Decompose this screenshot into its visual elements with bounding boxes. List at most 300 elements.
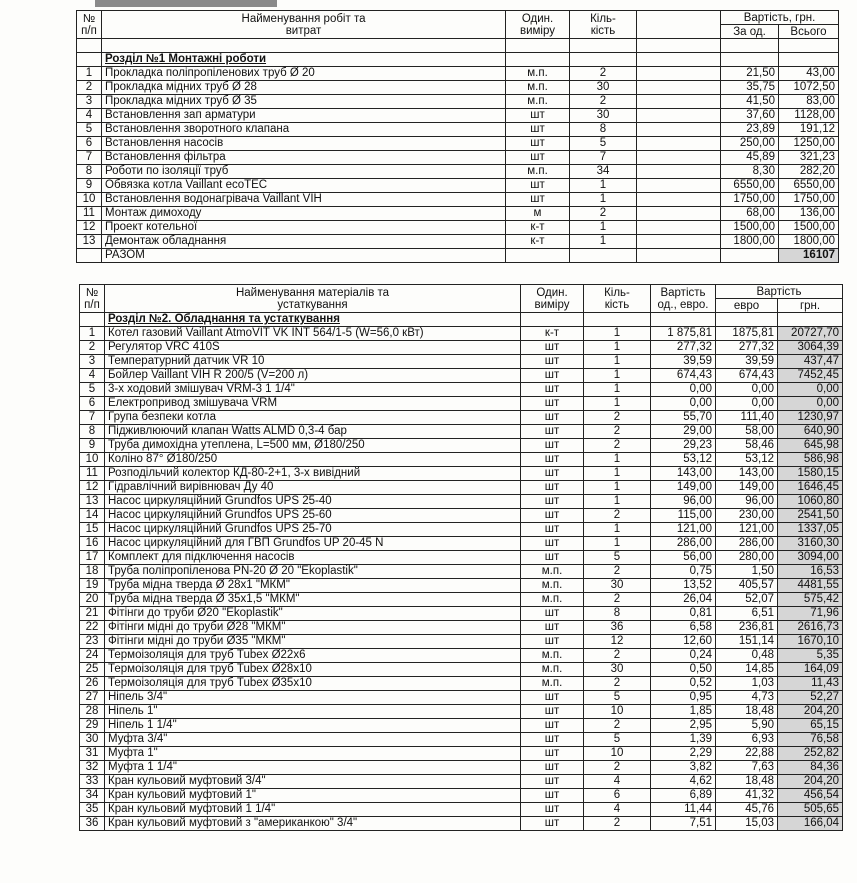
row-qty: 1 [570,193,637,207]
row-price: 2,29 [651,747,716,761]
table-row [80,803,843,817]
row-price: 1,39 [651,733,716,747]
row-number: 27 [80,691,105,705]
row-qty: 5 [584,551,651,565]
row-qty: 30 [584,579,651,593]
row-unit: шт [521,439,584,453]
row-qty: 5 [584,733,651,747]
row-uah: 1670,10 [778,635,843,649]
row-qty: 2 [584,439,651,453]
row-uah: 164,09 [778,663,843,677]
row-qty: 30 [570,81,637,95]
row-qty: 2 [584,509,651,523]
table-row [80,341,843,355]
row-total: 43,00 [779,67,839,81]
name-header-line1: Найменування матеріалів та [235,286,390,299]
row-price: 277,32 [651,341,716,355]
row-euro: 151,14 [716,635,778,649]
row-euro: 1,03 [716,677,778,691]
unit-cost-header [651,285,716,313]
row-price: 250,00 [721,137,779,151]
unit-header-line1: Один. [521,12,554,25]
blank-cell [570,39,637,53]
row-number: 16 [80,537,105,551]
row-number: 23 [80,635,105,649]
row-qty: 2 [570,207,637,221]
row-unit: шт [506,179,570,193]
row-number: 2 [77,81,102,95]
cost-header: Вартість, грн. [721,11,839,25]
row-name: Роботи по ізоляції труб [102,165,506,179]
row-unit: м.п. [506,67,570,81]
row-qty: 36 [584,621,651,635]
row-name: Насос циркуляційний Grundfos UPS 25-60 [105,509,521,523]
blank-cell [637,235,721,249]
row-total: 321,23 [779,151,839,165]
row-euro: 7,63 [716,761,778,775]
row-uah: 2616,73 [778,621,843,635]
table-row [80,565,843,579]
row-uah: 1060,80 [778,495,843,509]
row-total: 1250,00 [779,137,839,151]
row-name: Термоізоляція для труб Tubex Ø22х6 [105,649,521,663]
row-unit: м.п. [506,165,570,179]
row-unit: шт [521,705,584,719]
row-name: Ніпель 1 1/4" [105,719,521,733]
row-qty: 6 [584,789,651,803]
row-price: 6,58 [651,621,716,635]
total-label: РАЗОМ [102,249,506,263]
row-name: Котел газовий Vaillant AtmoVIT VK INT 564/1-5 (W=56,0 кВт) [105,327,521,341]
row-unit: шт [521,719,584,733]
table-row [80,705,843,719]
row-uah: 204,20 [778,775,843,789]
row-price: 1800,00 [721,235,779,249]
row-uah: 16,53 [778,565,843,579]
row-qty: 1 [584,341,651,355]
row-name: Ніпель 3/4" [105,691,521,705]
blank-cell [637,137,721,151]
row-total: 136,00 [779,207,839,221]
row-qty: 4 [584,803,651,817]
row-number: 9 [77,179,102,193]
row-number: 33 [80,775,105,789]
row-price: 149,00 [651,481,716,495]
row-uah: 52,27 [778,691,843,705]
blank-cell [637,81,721,95]
row-name: Муфта 1" [105,747,521,761]
blank-cell [637,193,721,207]
row-number: 3 [80,355,105,369]
row-euro: 45,76 [716,803,778,817]
row-uah: 1646,45 [778,481,843,495]
blank-cell [637,109,721,123]
row-unit: шт [521,747,584,761]
row-number: 35 [80,803,105,817]
row-name: Монтаж димоходу [102,207,506,221]
row-number: 8 [80,425,105,439]
row-name: Комплект для підключення насосів [105,551,521,565]
row-unit: шт [521,411,584,425]
row-euro: 6,51 [716,607,778,621]
row-number: 4 [77,109,102,123]
row-unit: шт [521,789,584,803]
row-name: Кран кульовий муфтовий з "американкою" 3/4" [105,817,521,831]
table-row [80,523,843,537]
blank-cell [637,53,721,67]
row-unit: шт [521,817,584,831]
materials-table [79,284,843,831]
row-name: Обвязка котла Vaillant ecoTEC [102,179,506,193]
row-uah: 166,04 [778,817,843,831]
blank-cell [637,207,721,221]
table-row [80,425,843,439]
row-euro: 41,32 [716,789,778,803]
row-number: 6 [80,397,105,411]
row-number: 11 [77,207,102,221]
table-row [77,151,839,165]
row-unit: шт [521,509,584,523]
row-unit: шт [521,537,584,551]
row-name: Регулятор VRC 410S [105,341,521,355]
row-qty: 1 [584,397,651,411]
row-uah: 437,47 [778,355,843,369]
row-uah: 640,90 [778,425,843,439]
row-qty: 1 [584,453,651,467]
row-name: Труба мідна тверда Ø 35х1,5 "МКМ" [105,593,521,607]
table-row [80,481,843,495]
row-name: Встановлення зап арматури [102,109,506,123]
row-qty: 1 [570,221,637,235]
row-unit: шт [521,383,584,397]
unit-cost-header-line1: Вартість [660,286,706,299]
row-qty: 1 [584,383,651,397]
row-unit: м.п. [521,663,584,677]
row-qty: 8 [570,123,637,137]
table-row [80,453,843,467]
row-qty: 30 [570,109,637,123]
row-price: 4,62 [651,775,716,789]
row-total: 1500,00 [779,221,839,235]
table-row [80,355,843,369]
row-name: Демонтаж обладнання [102,235,506,249]
row-name: Кран кульовий муфтовий 3/4" [105,775,521,789]
row-number: 19 [80,579,105,593]
qty-header-line2: кість [590,24,616,37]
table-row [80,691,843,705]
table-row [77,179,839,193]
row-name: Кран кульовий муфтовий 1" [105,789,521,803]
row-number: 5 [80,383,105,397]
blank-cell [637,165,721,179]
section-title: Розділ №2. Обладнання та устаткування [105,313,521,327]
blank-cell [80,313,105,327]
qty-header-line1: Кіль- [590,12,616,25]
row-unit: шт [506,109,570,123]
row-number: 17 [80,551,105,565]
row-qty: 12 [584,635,651,649]
row-euro: 1,50 [716,565,778,579]
row-price: 21,50 [721,67,779,81]
row-unit: шт [521,341,584,355]
name-header-line1: Найменування робіт та [241,12,366,25]
row-qty: 2 [584,411,651,425]
row-name: Прокладка поліпропіленових труб Ø 20 [102,67,506,81]
blank-cell [637,151,721,165]
row-euro: 18,48 [716,705,778,719]
row-unit: шт [521,425,584,439]
cost-header: Вартість [716,285,843,299]
row-euro: 286,00 [716,537,778,551]
row-uah: 505,65 [778,803,843,817]
row-uah: 204,20 [778,705,843,719]
row-number: 12 [80,481,105,495]
row-uah: 0,00 [778,397,843,411]
blank-cell [637,179,721,193]
row-number: 1 [80,327,105,341]
row-number: 30 [80,733,105,747]
row-uah: 252,82 [778,747,843,761]
row-price: 29,00 [651,425,716,439]
row-qty: 2 [584,593,651,607]
row-price: 26,04 [651,593,716,607]
per-unit-header: За од. [721,25,779,39]
name-header-line2: устаткування [277,298,348,311]
row-qty: 1 [584,467,651,481]
qty-header [570,11,637,39]
row-name: Прокладка мідних труб Ø 28 [102,81,506,95]
name-header [105,285,521,313]
row-euro: 96,00 [716,495,778,509]
row-unit: шт [506,193,570,207]
row-number: 29 [80,719,105,733]
unit-header [521,285,584,313]
row-total: 1800,00 [779,235,839,249]
table-row [80,551,843,565]
row-total: 282,20 [779,165,839,179]
row-qty: 8 [584,607,651,621]
row-price: 96,00 [651,495,716,509]
blank-cell [779,53,839,67]
row-qty: 30 [584,663,651,677]
row-price: 0,95 [651,691,716,705]
table-row [80,369,843,383]
row-euro: 111,40 [716,411,778,425]
table-row [80,327,843,341]
blank-cell [521,313,584,327]
row-price: 11,44 [651,803,716,817]
blank-cell [77,53,102,67]
row-name: Труба димохідна утеплена, L=500 мм, Ø180/250 [105,439,521,453]
row-name: Коліно 87° Ø180/250 [105,453,521,467]
row-unit: шт [521,635,584,649]
row-qty: 4 [584,775,651,789]
row-qty: 2 [584,817,651,831]
row-uah: 5,35 [778,649,843,663]
blank-cell [77,249,102,263]
row-qty: 2 [584,719,651,733]
row-uah: 20727,70 [778,327,843,341]
row-price: 286,00 [651,537,716,551]
row-price: 7,51 [651,817,716,831]
row-name: Встановлення зворотного клапана [102,123,506,137]
row-qty: 34 [570,165,637,179]
qty-header-line1: Кіль- [604,286,630,299]
row-name: Підживлюючий клапан Watts ALMD 0,3-4 бар [105,425,521,439]
row-name: Термоізоляція для труб Tubex Ø35х10 [105,677,521,691]
table-row [80,747,843,761]
row-unit: шт [521,621,584,635]
table-row [80,761,843,775]
row-unit: шт [521,467,584,481]
row-unit: шт [506,151,570,165]
row-qty: 2 [584,649,651,663]
row-unit: м.п. [521,649,584,663]
row-euro: 280,00 [716,551,778,565]
row-number: 25 [80,663,105,677]
blank-cell [721,39,779,53]
row-number: 22 [80,621,105,635]
row-number: 7 [77,151,102,165]
row-name: Встановлення насосів [102,137,506,151]
row-unit: шт [521,733,584,747]
row-uah: 1580,15 [778,467,843,481]
row-unit: шт [521,369,584,383]
row-euro: 39,59 [716,355,778,369]
row-price: 1,85 [651,705,716,719]
row-uah: 4481,55 [778,579,843,593]
table-row [80,719,843,733]
row-name: Труба мідна тверда Ø 28х1 "МКМ" [105,579,521,593]
row-qty: 10 [584,705,651,719]
row-qty: 2 [584,565,651,579]
row-qty: 1 [584,481,651,495]
blank-cell [637,249,721,263]
empty-header [637,11,721,39]
blank-cell [651,313,716,327]
row-euro: 18,48 [716,775,778,789]
row-euro: 121,00 [716,523,778,537]
row-euro: 22,88 [716,747,778,761]
row-unit: к-т [506,221,570,235]
row-qty: 1 [584,369,651,383]
row-number: 21 [80,607,105,621]
row-unit: к-т [521,327,584,341]
row-uah: 3094,00 [778,551,843,565]
row-qty: 10 [584,747,651,761]
row-number: 4 [80,369,105,383]
blank-cell [637,221,721,235]
table-row [80,817,843,831]
row-euro: 53,12 [716,453,778,467]
blank-cell [779,39,839,53]
blank-cell [721,249,779,263]
row-number: 13 [80,495,105,509]
row-price: 68,00 [721,207,779,221]
works-table [76,10,839,263]
row-uah: 84,36 [778,761,843,775]
row-price: 29,23 [651,439,716,453]
row-price: 6,89 [651,789,716,803]
table-row [80,733,843,747]
row-unit: шт [506,123,570,137]
row-price: 0,00 [651,397,716,411]
row-qty: 2 [584,425,651,439]
row-qty: 1 [584,495,651,509]
euro-header: евро [716,299,778,313]
row-qty: 2 [570,95,637,109]
row-unit: шт [506,137,570,151]
row-euro: 58,46 [716,439,778,453]
row-number: 28 [80,705,105,719]
row-name: Гідравлічний вирівнювач Ду 40 [105,481,521,495]
row-number: 8 [77,165,102,179]
row-unit: шт [521,495,584,509]
row-price: 45,89 [721,151,779,165]
table-row [80,593,843,607]
row-qty: 2 [570,67,637,81]
row-price: 3,82 [651,761,716,775]
row-euro: 0,48 [716,649,778,663]
total-header: Всього [779,25,839,39]
total-row [77,249,839,263]
row-price: 23,89 [721,123,779,137]
row-unit: шт [521,775,584,789]
row-qty: 2 [584,761,651,775]
row-number: 26 [80,677,105,691]
name-header-line2: витрат [285,24,322,37]
row-qty: 5 [570,137,637,151]
row-total: 1072,50 [779,81,839,95]
uah-header: грн. [778,299,843,313]
blank-cell [506,53,570,67]
row-price: 1 875,81 [651,327,716,341]
row-name: Насос циркуляційний Grundfos UPS 25-70 [105,523,521,537]
table-row [77,165,839,179]
row-euro: 230,00 [716,509,778,523]
table-row [77,81,839,95]
row-euro: 52,07 [716,593,778,607]
num-header: № п/п [80,285,105,313]
blank-cell [570,249,637,263]
blank-cell [778,313,843,327]
blank-cell [506,39,570,53]
blank-cell [570,53,637,67]
row-price: 8,30 [721,165,779,179]
row-number: 3 [77,95,102,109]
blank-cell [506,249,570,263]
row-unit: м.п. [506,81,570,95]
unit-cost-header-line2: од., евро. [657,298,709,311]
row-number: 20 [80,593,105,607]
row-name: Температурний датчик VR 10 [105,355,521,369]
row-price: 6550,00 [721,179,779,193]
row-price: 39,59 [651,355,716,369]
row-uah: 3160,30 [778,537,843,551]
row-number: 12 [77,221,102,235]
blank-cell [637,123,721,137]
row-price: 12,60 [651,635,716,649]
row-name: Фітінги мідні до труби Ø35 "МКМ" [105,635,521,649]
row-price: 115,00 [651,509,716,523]
row-unit: м.п. [521,565,584,579]
qty-header-line2: кість [604,298,630,311]
row-qty: 1 [584,327,651,341]
row-qty: 1 [584,355,651,369]
row-qty: 1 [584,523,651,537]
table-row [80,537,843,551]
row-number: 10 [80,453,105,467]
